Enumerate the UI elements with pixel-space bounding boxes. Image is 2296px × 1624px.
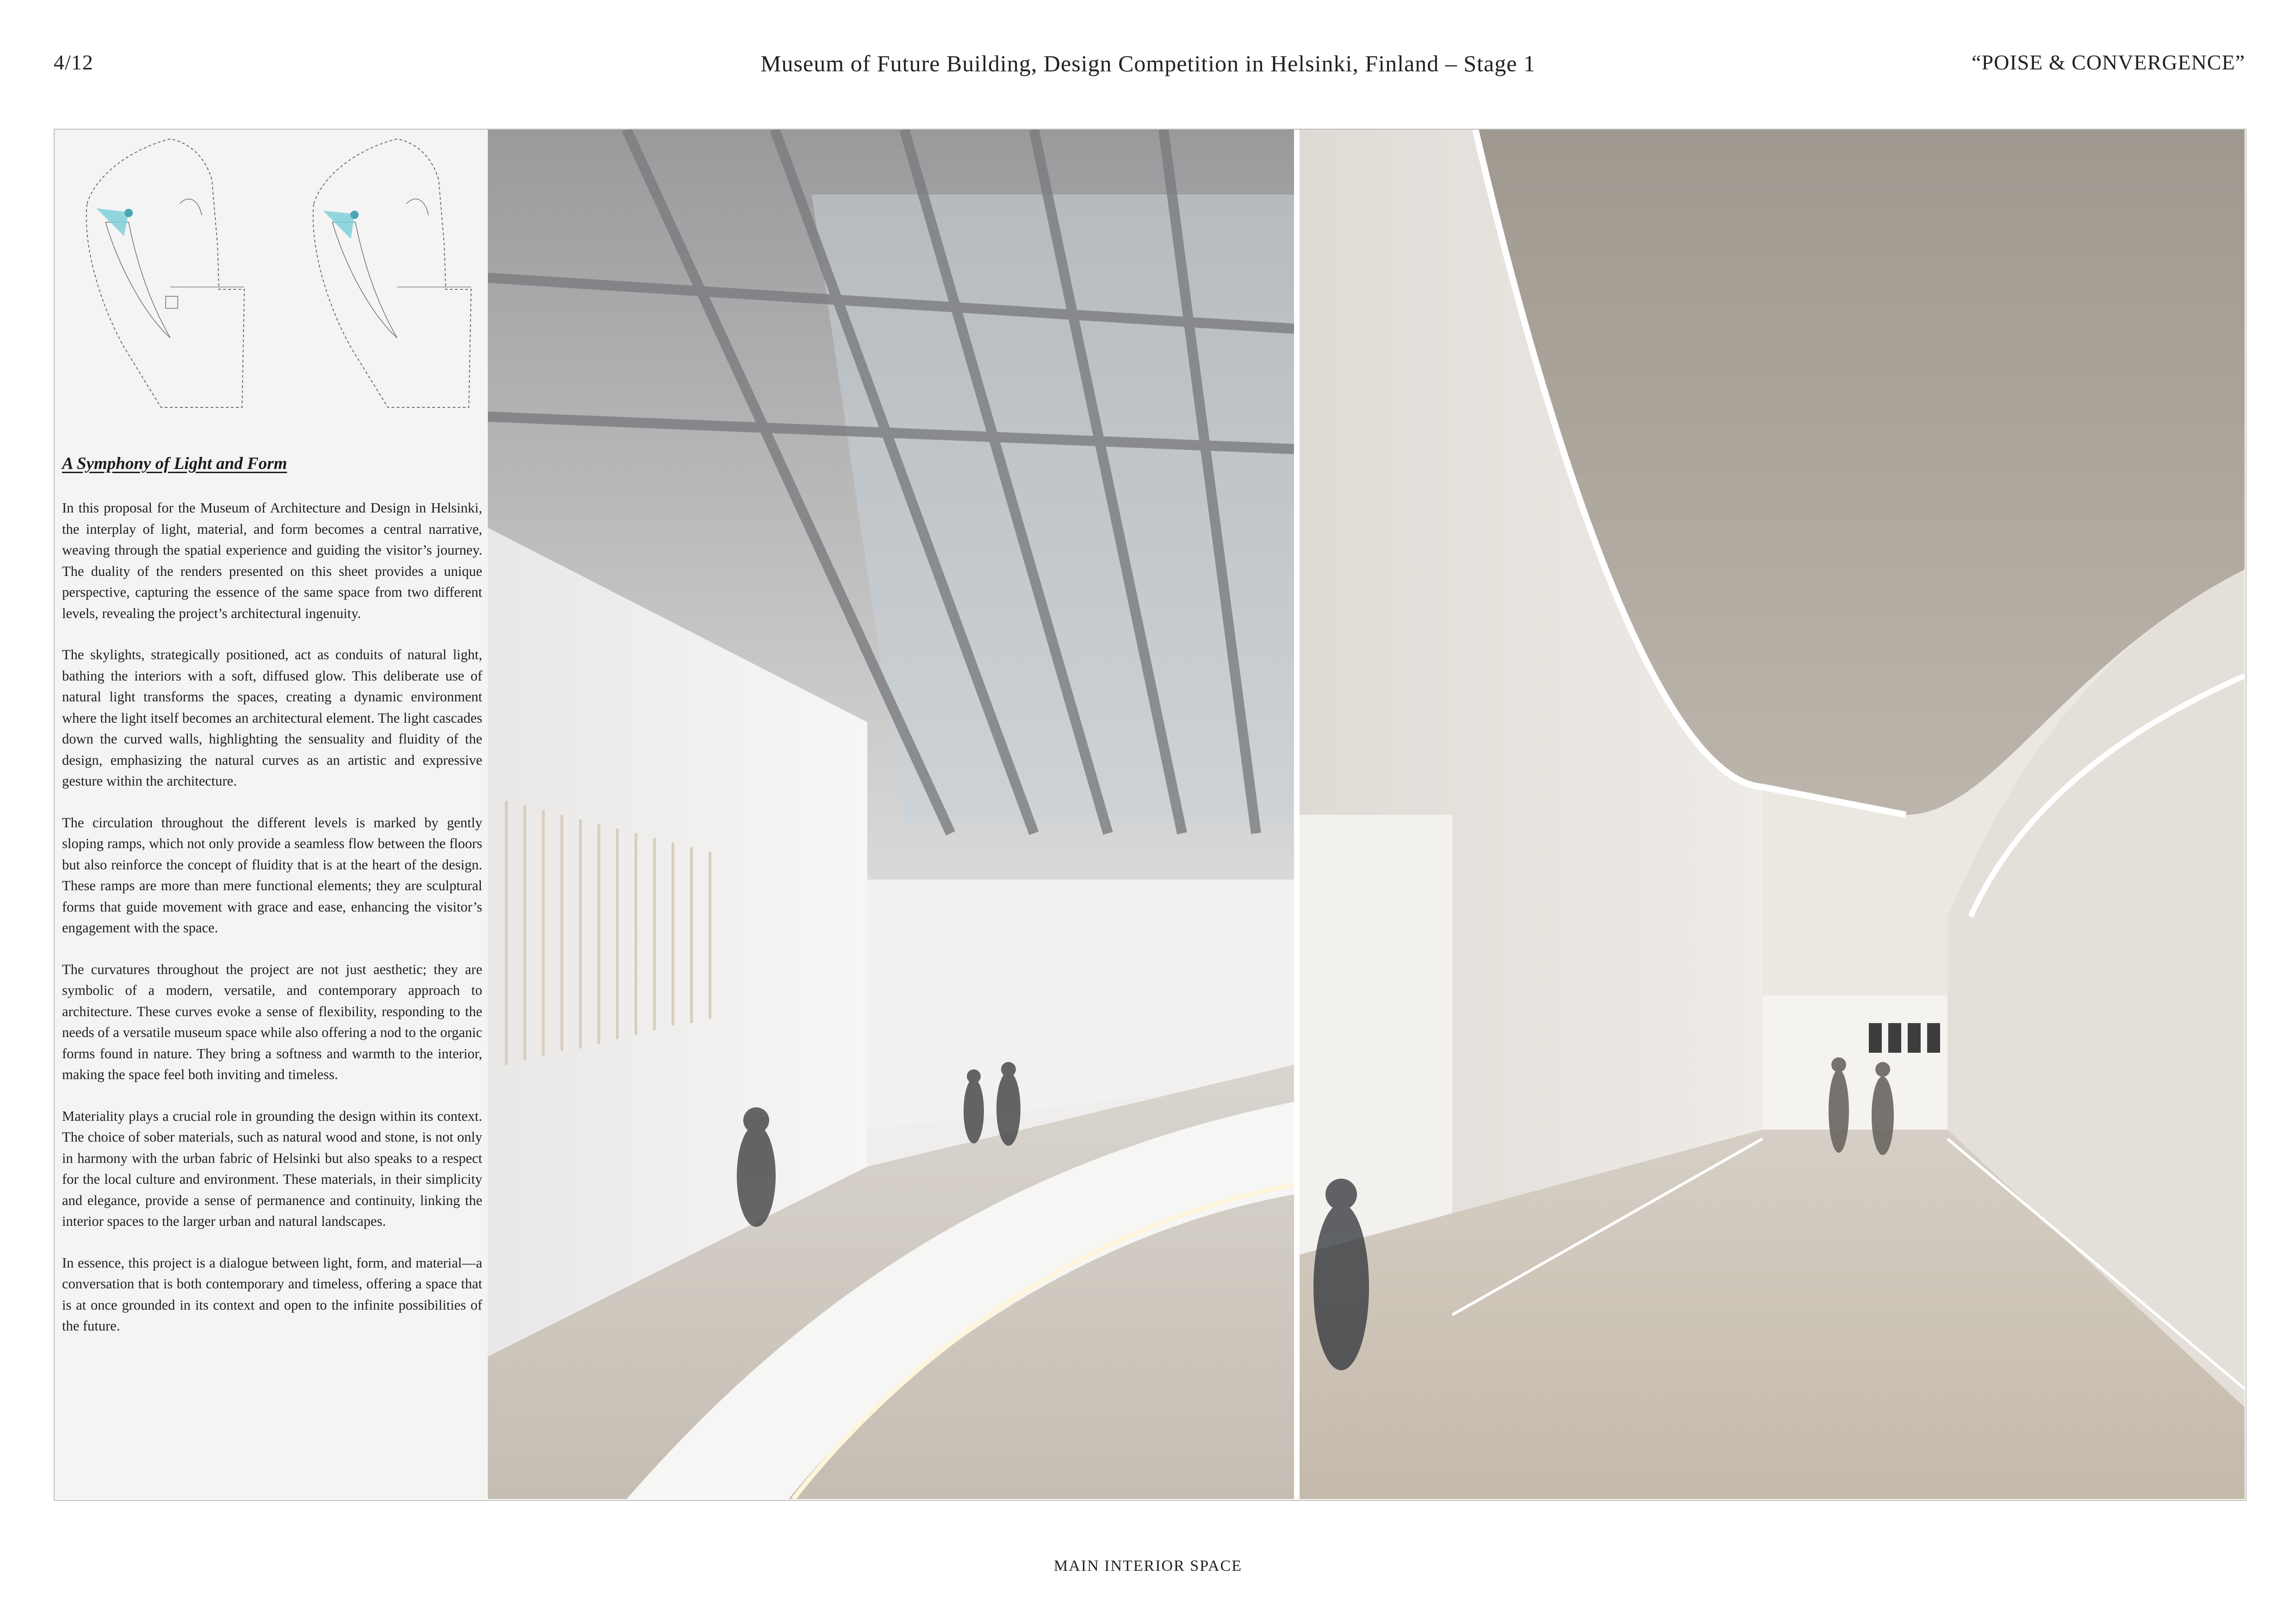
viewpoint-right — [350, 211, 359, 219]
essay-paragraph: In this proposal for the Museum of Architecture and Design in Helsinki, the interplay of light, material, and form becomes a central narrative, weaving through the spatial experience and guiding the visitor’s journey. The duality of the renders presented on this sheet provides a unique perspective, capturing the essence of the same space from two different levels, revealing the project’s architectural ingenuity. — [62, 500, 482, 621]
curved-corridor-illustration — [1300, 130, 2245, 1499]
key-plan-diagrams — [55, 130, 488, 426]
project-motto: “POISE & CONVERGENCE” — [1972, 50, 2245, 74]
essay-paragraph: In essence, this project is a dialogue between light, form, and material—a conversation that is both contemporary and timeless, offering a space that is at once grounded in its context and open to the infinite possibilities of the future. — [62, 1255, 482, 1334]
view-cone-left — [96, 208, 129, 236]
sheet-title: Museum of Future Building, Design Competition in Helsinki, Finland – Stage 1 — [760, 50, 1536, 76]
plan-left — [87, 139, 244, 407]
essay-heading: A Symphony of Light and Form — [62, 454, 287, 473]
plan-diagram-svg — [55, 130, 488, 426]
curved-corridor-render — [1300, 130, 2245, 1499]
essay-paragraph: The skylights, strategically positioned, act as conduits of natural light, bathing the interiors with a soft, diffused glow. This deliberate use of natural light transforms the spaces, creating a dynamic environment where the light itself becomes an architectural element. The light cascades down the curved walls, highlighting the sensuality and fluidity of the design, emphasizing the natural curves as an artistic and expressive gesture within the architecture. — [62, 647, 482, 789]
essay-paragraph: The curvatures throughout the project are not just aesthetic; they are symbolic of a modern, versatile, and contemporary approach to architecture. These curves evoke a sense of flexibility, responding to the needs of a versatile museum space while also offering a nod to the organic forms found in nature. They bring a softness and warmth to the interior, making the space feel both inviting and timeless. — [62, 961, 482, 1082]
essay-paragraph: The circulation throughout the different levels is marked by gently sloping ramps, which not only provide a seamless flow between the floors but also reinforce the concept of fluidity that is at the heart of the design. These ramps are more than mere functional elements; they are sculptural forms that guide movement with grace and ease, enhancing the visitor’s engagement with the space. — [62, 814, 482, 936]
plan-right — [313, 139, 471, 407]
skylit-ramp-gallery-render — [488, 130, 1294, 1499]
sheet-caption: MAIN INTERIOR SPACE — [1053, 1557, 1242, 1574]
skylit-ramp-gallery-illustration — [488, 130, 1294, 1499]
text-panel — [55, 130, 488, 1499]
essay — [62, 454, 482, 1357]
view-cone-right — [323, 211, 355, 239]
viewpoint-left — [124, 209, 133, 217]
page-number: 4/12 — [54, 50, 93, 74]
essay-paragraph: Materiality plays a crucial role in grounding the design within its context. The choice of sober materials, such as natural wood and stone, is not only in harmony with the urban fabric of Helsinki but also speaks to a respect for the local culture and environment. These materials, in their simplicity and elegance, provide a sense of permanence and continuity, linking the interior spaces to the larger urban and natural landscapes. — [62, 1108, 482, 1229]
